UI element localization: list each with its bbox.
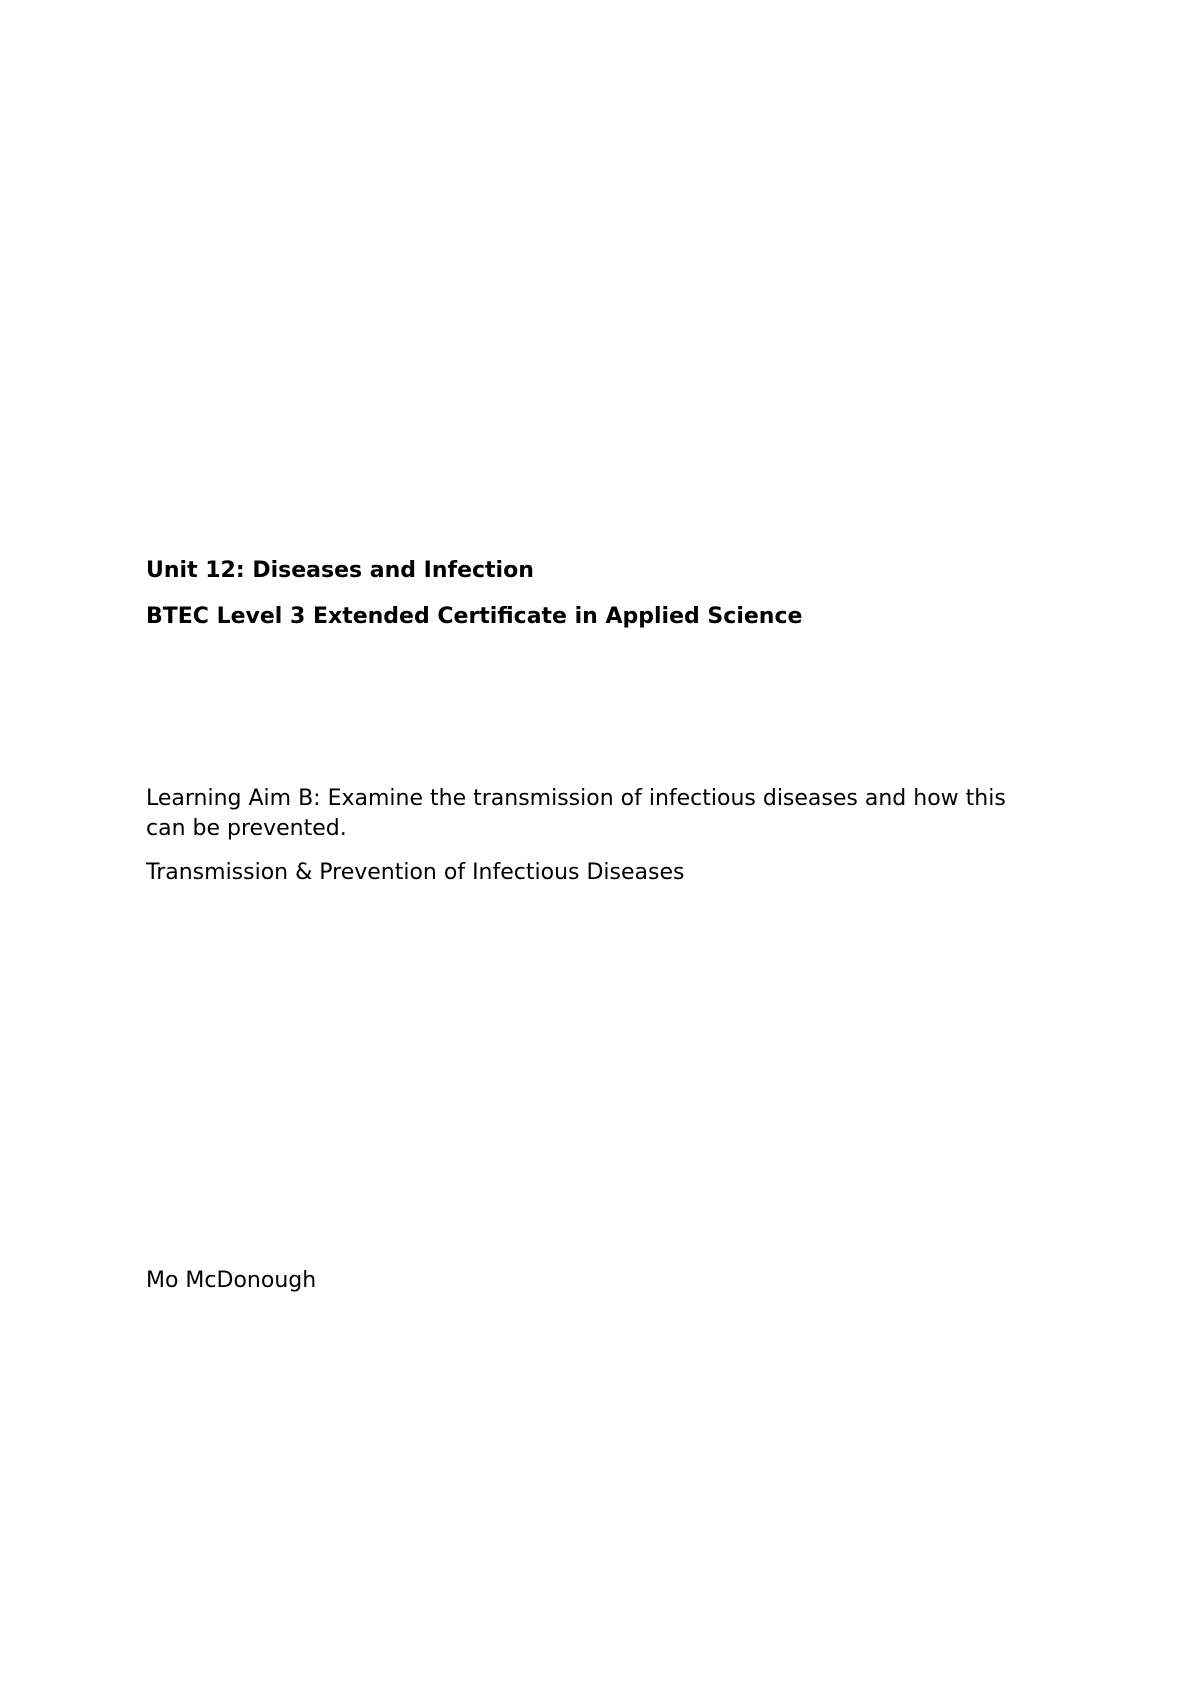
author-name: Mo McDonough [146,1268,317,1293]
learning-aim-text: Learning Aim B: Examine the transmission of infectious diseases and how this can be prevented. [146,786,1006,841]
unit-title: Unit 12: Diseases and Infection [146,558,534,583]
topic-heading: Transmission & Prevention of Infectious Diseases [146,860,685,885]
qualification-subtitle: BTEC Level 3 Extended Certificate in Applied Science [146,604,803,629]
